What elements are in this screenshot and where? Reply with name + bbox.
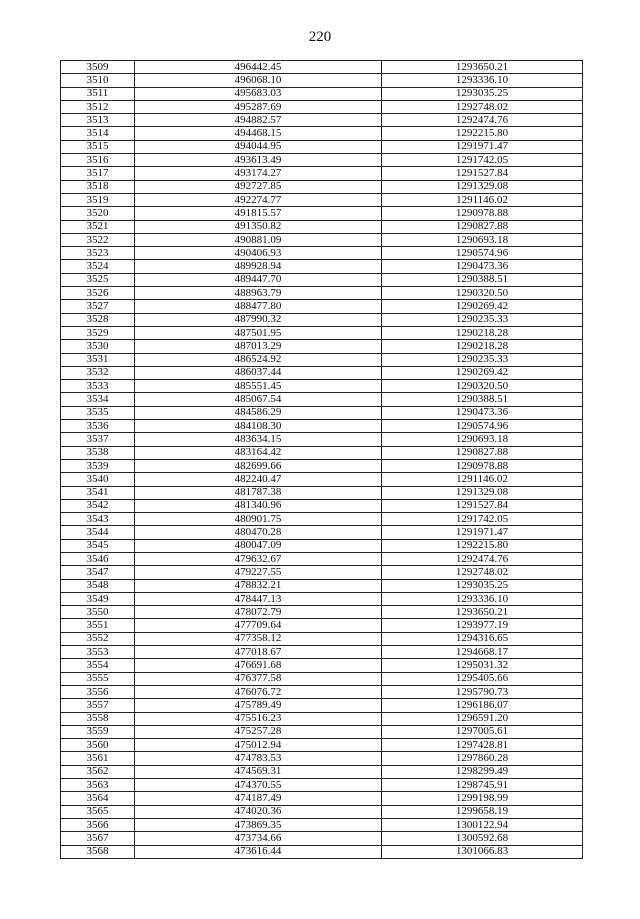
x-coordinate-cell: 484108.30 (135, 420, 382, 433)
x-coordinate-cell: 476691.68 (135, 659, 382, 672)
table-row (61, 832, 583, 845)
y-coordinate-cell: 1296186.07 (382, 699, 583, 712)
x-coordinate-cell: 473734.66 (135, 832, 382, 845)
y-coordinate-cell: 1294316.65 (382, 632, 583, 645)
x-coordinate-cell: 483634.15 (135, 433, 382, 446)
point-number-cell: 3530 (61, 340, 135, 353)
x-coordinate-cell: 489928.94 (135, 260, 382, 273)
x-coordinate-cell: 490406.93 (135, 247, 382, 260)
x-coordinate-cell: 490881.09 (135, 233, 382, 246)
point-number-cell: 3543 (61, 513, 135, 526)
y-coordinate-cell: 1293035.25 (382, 87, 583, 100)
y-coordinate-cell: 1290235.33 (382, 353, 583, 366)
table-row (61, 752, 583, 765)
y-coordinate-cell: 1301066.83 (382, 845, 583, 858)
x-coordinate-cell: 474187.49 (135, 792, 382, 805)
table-row (61, 659, 583, 672)
x-coordinate-cell: 495287.69 (135, 100, 382, 113)
y-coordinate-cell: 1291527.84 (382, 499, 583, 512)
point-number-cell: 3567 (61, 832, 135, 845)
y-coordinate-cell: 1298745.91 (382, 779, 583, 792)
table-row (61, 154, 583, 167)
table-row (61, 579, 583, 592)
y-coordinate-cell: 1295405.66 (382, 672, 583, 685)
x-coordinate-cell: 475516.23 (135, 712, 382, 725)
point-number-cell: 3568 (61, 845, 135, 858)
table-row (61, 127, 583, 140)
y-coordinate-cell: 1293977.19 (382, 619, 583, 632)
table-row (61, 233, 583, 246)
x-coordinate-cell: 491815.57 (135, 207, 382, 220)
x-coordinate-cell: 481340.96 (135, 499, 382, 512)
y-coordinate-cell: 1291742.05 (382, 513, 583, 526)
table-row (61, 513, 583, 526)
point-number-cell: 3524 (61, 260, 135, 273)
table-row (61, 420, 583, 433)
table-row (61, 406, 583, 419)
y-coordinate-cell: 1292474.76 (382, 552, 583, 565)
x-coordinate-cell: 479632.67 (135, 552, 382, 565)
table-row (61, 566, 583, 579)
table-row (61, 792, 583, 805)
point-number-cell: 3551 (61, 619, 135, 632)
x-coordinate-cell: 485067.54 (135, 393, 382, 406)
y-coordinate-cell: 1291527.84 (382, 167, 583, 180)
point-number-cell: 3531 (61, 353, 135, 366)
y-coordinate-cell: 1290388.51 (382, 393, 583, 406)
x-coordinate-cell: 479227.55 (135, 566, 382, 579)
x-coordinate-cell: 473616.44 (135, 845, 382, 858)
point-number-cell: 3516 (61, 154, 135, 167)
point-number-cell: 3521 (61, 220, 135, 233)
y-coordinate-cell: 1293650.21 (382, 606, 583, 619)
table-row (61, 287, 583, 300)
x-coordinate-cell: 494044.95 (135, 140, 382, 153)
table-row (61, 805, 583, 818)
point-number-cell: 3519 (61, 193, 135, 206)
x-coordinate-cell: 481787.38 (135, 486, 382, 499)
y-coordinate-cell: 1299198.99 (382, 792, 583, 805)
table-row (61, 646, 583, 659)
table-row (61, 632, 583, 645)
x-coordinate-cell: 495683.03 (135, 87, 382, 100)
x-coordinate-cell: 478832.21 (135, 579, 382, 592)
table-row (61, 207, 583, 220)
table-row (61, 739, 583, 752)
y-coordinate-cell: 1290269.42 (382, 300, 583, 313)
y-coordinate-cell: 1291329.08 (382, 180, 583, 193)
point-number-cell: 3558 (61, 712, 135, 725)
page-number: 220 (308, 29, 332, 45)
y-coordinate-cell: 1295031.32 (382, 659, 583, 672)
table-row (61, 193, 583, 206)
point-number-cell: 3522 (61, 233, 135, 246)
y-coordinate-cell: 1293336.10 (382, 592, 583, 605)
point-number-cell: 3526 (61, 287, 135, 300)
table-row (61, 87, 583, 100)
y-coordinate-cell: 1290320.50 (382, 380, 583, 393)
table-row (61, 446, 583, 459)
y-coordinate-cell: 1293336.10 (382, 74, 583, 87)
y-coordinate-cell: 1292215.80 (382, 127, 583, 140)
x-coordinate-cell: 484586.29 (135, 406, 382, 419)
table-row (61, 74, 583, 87)
x-coordinate-cell: 475012.94 (135, 739, 382, 752)
table-row (61, 699, 583, 712)
table-row (61, 353, 583, 366)
table-row (61, 247, 583, 260)
point-number-cell: 3525 (61, 273, 135, 286)
point-number-cell: 3555 (61, 672, 135, 685)
point-number-cell: 3548 (61, 579, 135, 592)
y-coordinate-cell: 1291329.08 (382, 486, 583, 499)
point-number-cell: 3529 (61, 326, 135, 339)
y-coordinate-cell: 1300122.94 (382, 818, 583, 831)
point-number-cell: 3520 (61, 207, 135, 220)
x-coordinate-cell: 486037.44 (135, 366, 382, 379)
y-coordinate-cell: 1291971.47 (382, 526, 583, 539)
x-coordinate-cell: 474569.31 (135, 765, 382, 778)
point-number-cell: 3527 (61, 300, 135, 313)
y-coordinate-cell: 1292215.80 (382, 539, 583, 552)
table-row (61, 220, 583, 233)
point-number-cell: 3545 (61, 539, 135, 552)
y-coordinate-cell: 1290827.88 (382, 446, 583, 459)
table-row (61, 180, 583, 193)
table-row (61, 725, 583, 738)
x-coordinate-cell: 477358.12 (135, 632, 382, 645)
point-number-cell: 3549 (61, 592, 135, 605)
table-row (61, 619, 583, 632)
y-coordinate-cell: 1290388.51 (382, 273, 583, 286)
y-coordinate-cell: 1292748.02 (382, 566, 583, 579)
x-coordinate-cell: 488963.79 (135, 287, 382, 300)
y-coordinate-cell: 1296591.20 (382, 712, 583, 725)
y-coordinate-cell: 1290473.36 (382, 406, 583, 419)
table-row (61, 326, 583, 339)
table-row (61, 459, 583, 472)
x-coordinate-cell: 496442.45 (135, 61, 382, 74)
x-coordinate-cell: 480047.09 (135, 539, 382, 552)
y-coordinate-cell: 1290827.88 (382, 220, 583, 233)
table-row (61, 61, 583, 74)
x-coordinate-cell: 474783.53 (135, 752, 382, 765)
x-coordinate-cell: 493174.27 (135, 167, 382, 180)
point-number-cell: 3550 (61, 606, 135, 619)
table-row (61, 273, 583, 286)
point-number-cell: 3511 (61, 87, 135, 100)
table-row (61, 366, 583, 379)
y-coordinate-cell: 1294668.17 (382, 646, 583, 659)
point-number-cell: 3534 (61, 393, 135, 406)
table-row (61, 526, 583, 539)
y-coordinate-cell: 1290693.18 (382, 233, 583, 246)
x-coordinate-cell: 483164.42 (135, 446, 382, 459)
x-coordinate-cell: 487990.32 (135, 313, 382, 326)
x-coordinate-cell: 494882.57 (135, 114, 382, 127)
point-number-cell: 3532 (61, 366, 135, 379)
y-coordinate-cell: 1290235.33 (382, 313, 583, 326)
point-number-cell: 3564 (61, 792, 135, 805)
y-coordinate-cell: 1297428.81 (382, 739, 583, 752)
x-coordinate-cell: 473869.35 (135, 818, 382, 831)
table-row (61, 818, 583, 831)
point-number-cell: 3510 (61, 74, 135, 87)
point-number-cell: 3563 (61, 779, 135, 792)
table-row (61, 300, 583, 313)
x-coordinate-cell: 475257.28 (135, 725, 382, 738)
x-coordinate-cell: 494468.15 (135, 127, 382, 140)
x-coordinate-cell: 489447.70 (135, 273, 382, 286)
y-coordinate-cell: 1291971.47 (382, 140, 583, 153)
y-coordinate-cell: 1290320.50 (382, 287, 583, 300)
table-row (61, 380, 583, 393)
x-coordinate-cell: 493613.49 (135, 154, 382, 167)
y-coordinate-cell: 1290574.96 (382, 420, 583, 433)
point-number-cell: 3517 (61, 167, 135, 180)
table-row (61, 486, 583, 499)
x-coordinate-cell: 492727.85 (135, 180, 382, 193)
point-number-cell: 3561 (61, 752, 135, 765)
y-coordinate-cell: 1290978.88 (382, 459, 583, 472)
point-number-cell: 3562 (61, 765, 135, 778)
table-row (61, 606, 583, 619)
y-coordinate-cell: 1297860.28 (382, 752, 583, 765)
point-number-cell: 3512 (61, 100, 135, 113)
point-number-cell: 3537 (61, 433, 135, 446)
point-number-cell: 3544 (61, 526, 135, 539)
x-coordinate-cell: 487501.95 (135, 326, 382, 339)
x-coordinate-cell: 496068.10 (135, 74, 382, 87)
table-row (61, 552, 583, 565)
x-coordinate-cell: 478447.13 (135, 592, 382, 605)
point-number-cell: 3556 (61, 685, 135, 698)
point-number-cell: 3509 (61, 61, 135, 74)
x-coordinate-cell: 492274.77 (135, 193, 382, 206)
table-row (61, 313, 583, 326)
table-row (61, 592, 583, 605)
point-number-cell: 3535 (61, 406, 135, 419)
x-coordinate-cell: 476377.58 (135, 672, 382, 685)
x-coordinate-cell: 480470.28 (135, 526, 382, 539)
table-row (61, 712, 583, 725)
y-coordinate-cell: 1300592.68 (382, 832, 583, 845)
point-number-cell: 3538 (61, 446, 135, 459)
y-coordinate-cell: 1298299.49 (382, 765, 583, 778)
y-coordinate-cell: 1297005.61 (382, 725, 583, 738)
y-coordinate-cell: 1293650.21 (382, 61, 583, 74)
y-coordinate-cell: 1290978.88 (382, 207, 583, 220)
x-coordinate-cell: 488477.80 (135, 300, 382, 313)
point-number-cell: 3540 (61, 473, 135, 486)
point-number-cell: 3514 (61, 127, 135, 140)
y-coordinate-cell: 1291146.02 (382, 473, 583, 486)
table-row (61, 765, 583, 778)
point-number-cell: 3542 (61, 499, 135, 512)
x-coordinate-cell: 478072.79 (135, 606, 382, 619)
y-coordinate-cell: 1291146.02 (382, 193, 583, 206)
y-coordinate-cell: 1295790.73 (382, 685, 583, 698)
table-row (61, 539, 583, 552)
point-number-cell: 3553 (61, 646, 135, 659)
table-row (61, 672, 583, 685)
point-number-cell: 3557 (61, 699, 135, 712)
x-coordinate-cell: 475789.49 (135, 699, 382, 712)
point-number-cell: 3547 (61, 566, 135, 579)
point-number-cell: 3546 (61, 552, 135, 565)
coordinates-table (60, 60, 583, 859)
x-coordinate-cell: 474020.36 (135, 805, 382, 818)
x-coordinate-cell: 474370.55 (135, 779, 382, 792)
table-row (61, 499, 583, 512)
y-coordinate-cell: 1293035.25 (382, 579, 583, 592)
x-coordinate-cell: 480901.75 (135, 513, 382, 526)
point-number-cell: 3539 (61, 459, 135, 472)
point-number-cell: 3518 (61, 180, 135, 193)
x-coordinate-cell: 477018.67 (135, 646, 382, 659)
point-number-cell: 3554 (61, 659, 135, 672)
table-row (61, 779, 583, 792)
x-coordinate-cell: 487013.29 (135, 340, 382, 353)
table-row (61, 100, 583, 113)
point-number-cell: 3560 (61, 739, 135, 752)
point-number-cell: 3541 (61, 486, 135, 499)
table-row (61, 393, 583, 406)
table-row (61, 114, 583, 127)
y-coordinate-cell: 1291742.05 (382, 154, 583, 167)
table-row (61, 433, 583, 446)
table-row (61, 845, 583, 858)
point-number-cell: 3559 (61, 725, 135, 738)
y-coordinate-cell: 1290218.28 (382, 326, 583, 339)
table-row (61, 260, 583, 273)
x-coordinate-cell: 485551.45 (135, 380, 382, 393)
y-coordinate-cell: 1299658.19 (382, 805, 583, 818)
x-coordinate-cell: 486524.92 (135, 353, 382, 366)
table-row (61, 340, 583, 353)
point-number-cell: 3536 (61, 420, 135, 433)
point-number-cell: 3533 (61, 380, 135, 393)
y-coordinate-cell: 1292474.76 (382, 114, 583, 127)
point-number-cell: 3515 (61, 140, 135, 153)
y-coordinate-cell: 1290218.28 (382, 340, 583, 353)
y-coordinate-cell: 1290574.96 (382, 247, 583, 260)
point-number-cell: 3552 (61, 632, 135, 645)
y-coordinate-cell: 1290473.36 (382, 260, 583, 273)
point-number-cell: 3565 (61, 805, 135, 818)
x-coordinate-cell: 476076.72 (135, 685, 382, 698)
point-number-cell: 3566 (61, 818, 135, 831)
table-row (61, 473, 583, 486)
y-coordinate-cell: 1292748.02 (382, 100, 583, 113)
x-coordinate-cell: 482699.66 (135, 459, 382, 472)
y-coordinate-cell: 1290269.42 (382, 366, 583, 379)
table-row (61, 140, 583, 153)
table-row (61, 685, 583, 698)
x-coordinate-cell: 482240.47 (135, 473, 382, 486)
point-number-cell: 3528 (61, 313, 135, 326)
point-number-cell: 3523 (61, 247, 135, 260)
table-body (61, 61, 583, 859)
point-number-cell: 3513 (61, 114, 135, 127)
x-coordinate-cell: 491350.82 (135, 220, 382, 233)
x-coordinate-cell: 477709.64 (135, 619, 382, 632)
y-coordinate-cell: 1290693.18 (382, 433, 583, 446)
table-row (61, 167, 583, 180)
